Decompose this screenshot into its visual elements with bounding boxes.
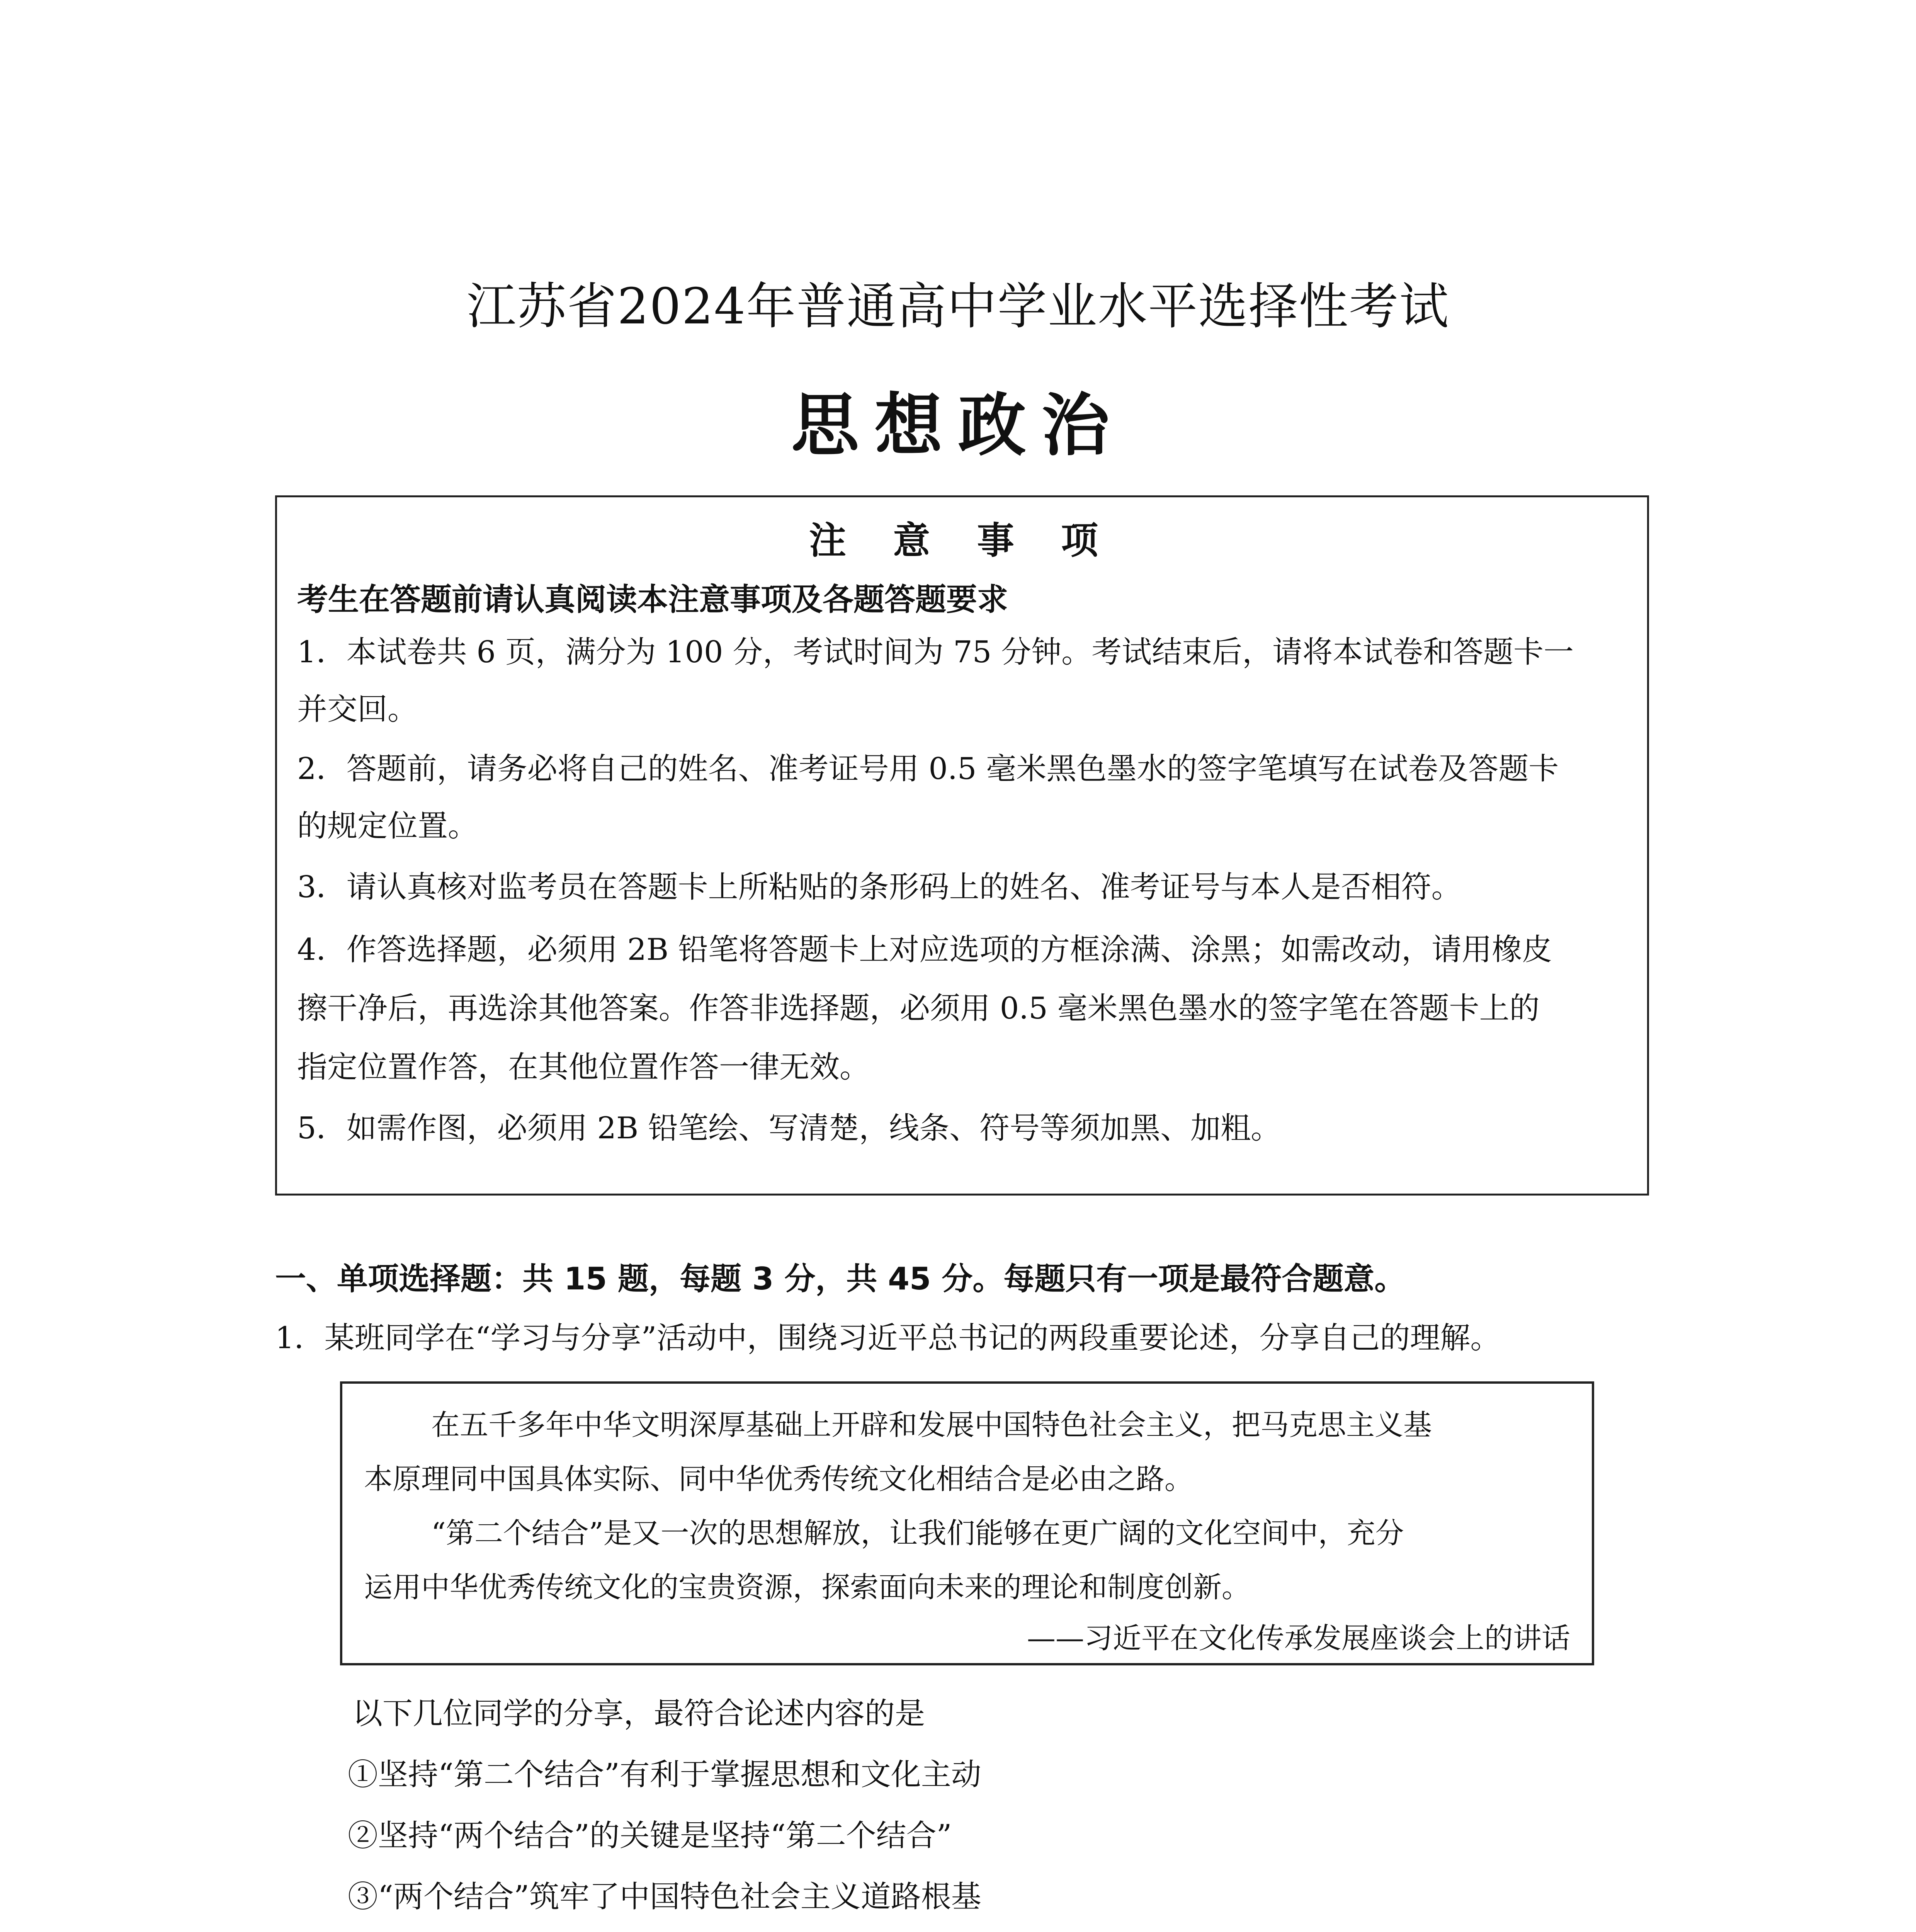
notice-subheading: 考生在答题前请认真阅读本注意事项及各题答题要求: [297, 582, 1008, 617]
quote-line: 在五千多年中华文明深厚基础上开辟和发展中国特色社会主义，把马克思主义基: [431, 1408, 1432, 1442]
q1-statement: ③“两个结合”筑牢了中国特色社会主义道路根基: [348, 1879, 981, 1914]
notice-line: 1．本试卷共 6 页，满分为 100 分，考试时间为 75 分钟。考试结束后，请将本试卷和答题卡一: [297, 635, 1574, 670]
q1-stem: 1．某班同学在“学习与分享”活动中，围绕习近平总书记的两段重要论述，分享自己的理解。: [275, 1321, 1501, 1355]
notice-line: 3．请认真核对监考员在答题卡上所粘贴的条形码上的姓名、准考证号与本人是否相符。: [297, 870, 1462, 905]
notice-line: 5．如需作图，必须用 2B 铅笔绘、写清楚，线条、符号等须加黑、加粗。: [297, 1111, 1281, 1146]
q1-statement: ①坚持“第二个结合”有利于掌握思想和文化主动: [348, 1757, 981, 1792]
notice-line: 指定位置作答，在其他位置作答一律无效。: [297, 1050, 870, 1085]
notice-box: [275, 495, 1649, 1196]
section-heading: 一、单项选择题：共 15 题，每题 3 分，共 45 分。每题只有一项是最符合题意。: [275, 1261, 1406, 1297]
notice-line: 的规定位置。: [297, 809, 478, 844]
notice-heading: 注 意 事 项: [809, 519, 1115, 562]
notice-line: 2．答题前，请务必将自己的姓名、准考证号用 0.5 毫米黑色墨水的签字笔填写在试卷及答题卡: [297, 752, 1559, 786]
quote-attribution: ——习近平在文化传承发展座谈会上的讲话: [1027, 1622, 1570, 1655]
q1-quote-box: [340, 1381, 1594, 1665]
quote-line: “第二个结合”是又一次的思想解放，让我们能够在更广阔的文化空间中，充分: [431, 1517, 1404, 1550]
subject-title: 思想政治: [791, 386, 1125, 465]
notice-line: 4．作答选择题，必须用 2B 铅笔将答题卡上对应选项的方框涂满、涂黑；如需改动，请用橡皮: [297, 932, 1552, 967]
quote-line: 本原理同中国具体实际、同中华优秀传统文化相结合是必由之路。: [364, 1463, 1193, 1496]
quote-line: 运用中华优秀传统文化的宝贵资源，探索面向未来的理论和制度创新。: [364, 1571, 1250, 1604]
exam-title: 江苏省2024年普通高中学业水平选择性考试: [466, 278, 1450, 335]
q1-prompt: 以下几位同学的分享，最符合论述内容的是: [352, 1696, 925, 1731]
notice-line: 并交回。: [297, 692, 418, 727]
notice-line: 擦干净后，再选涂其他答案。作答非选择题，必须用 0.5 毫米黑色墨水的签字笔在答题卡上的: [297, 991, 1540, 1026]
q1-statement: ②坚持“两个结合”的关键是坚持“第二个结合”: [348, 1818, 952, 1853]
